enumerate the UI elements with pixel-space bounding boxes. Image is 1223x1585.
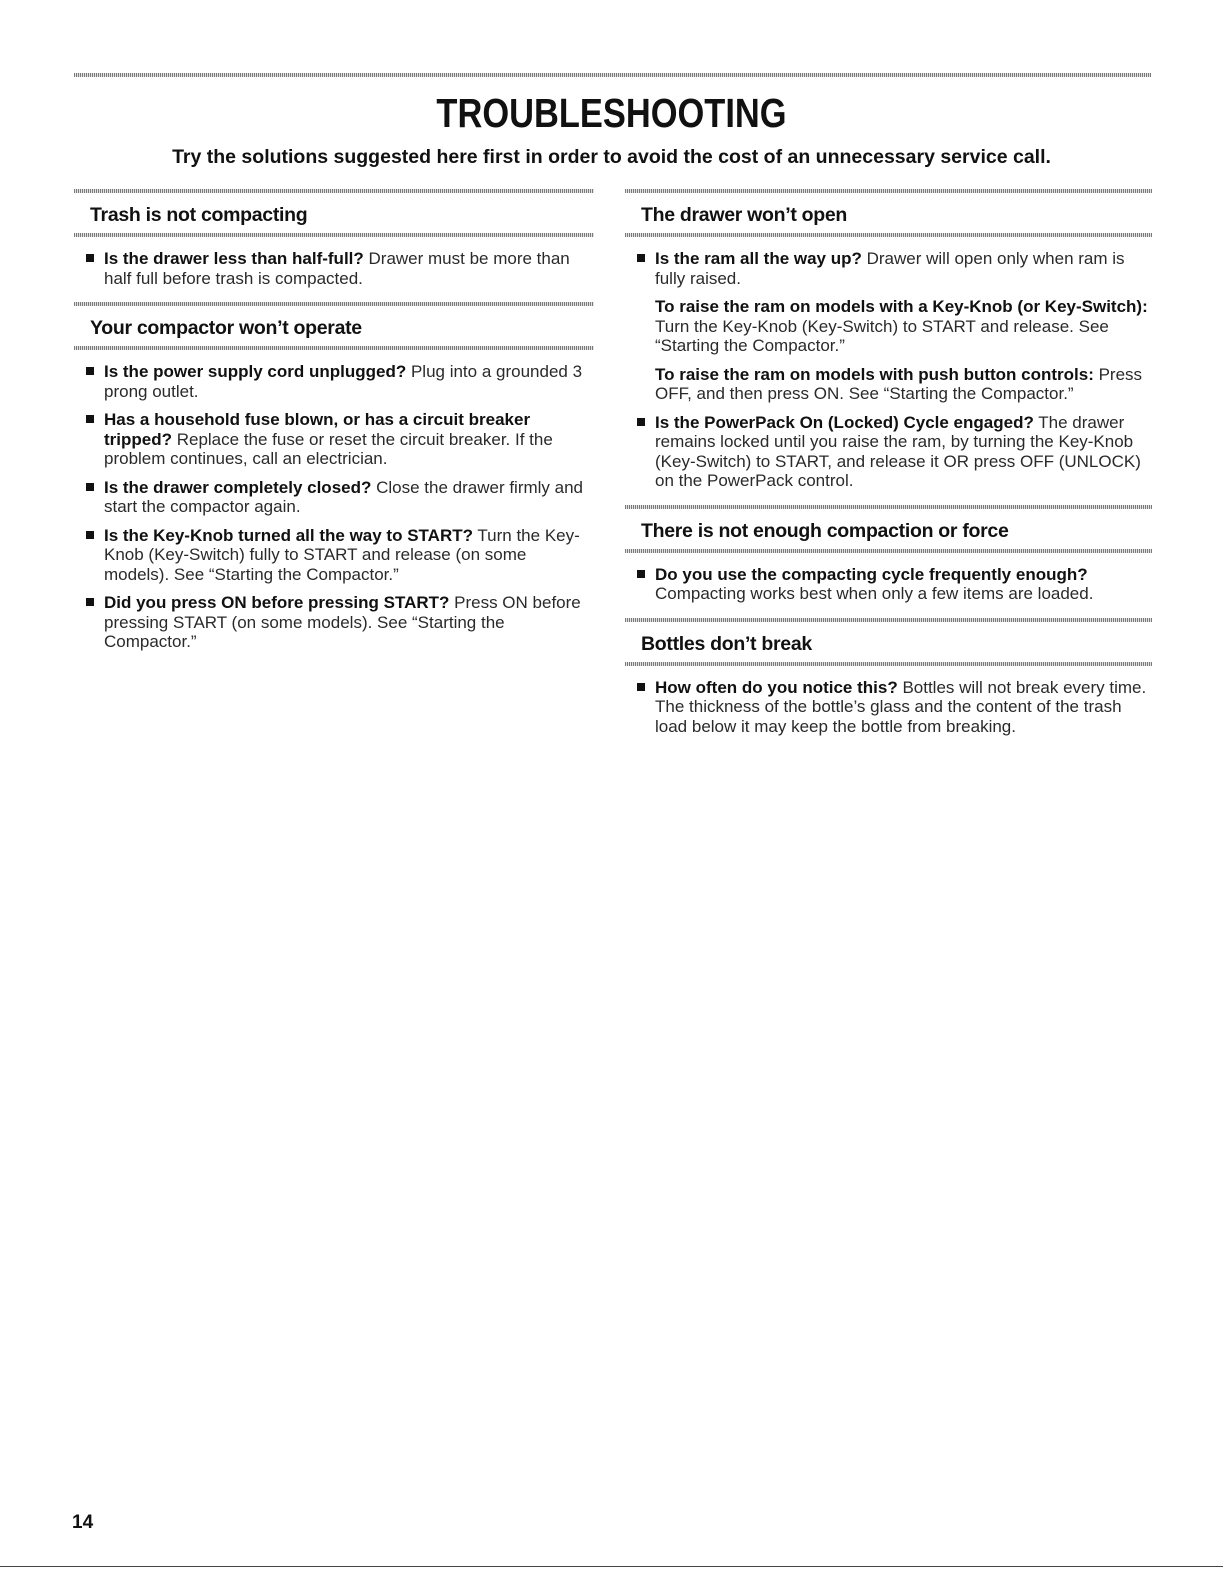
item-list (625, 678, 1152, 737)
list-item (74, 249, 594, 288)
section-header (625, 189, 1152, 237)
square-bullet-icon (86, 531, 94, 539)
sub-paragraph (625, 365, 1152, 404)
section-header (74, 189, 594, 237)
section-rule-bottom (74, 233, 594, 237)
item-answer: Press ON before pressing START (on some models). See “Starting the Compactor.” (104, 593, 581, 651)
section-title: Trash is not compacting (90, 204, 308, 226)
list-item (74, 526, 594, 585)
item-question: How often do you notice this? (655, 677, 898, 697)
list-item (625, 565, 1152, 604)
section-rule-bottom (625, 549, 1152, 553)
item-question: Is the Key-Knob turned all the way to START? (104, 525, 473, 545)
section-rule-bottom (74, 346, 594, 350)
section-rule-bottom (625, 662, 1152, 666)
item-list (74, 249, 594, 288)
item-answer: Turn the Key-Knob (Key-Switch) fully to START and release (on some models). See “Starting the Compactor.” (104, 525, 580, 584)
section-bottles-dont-break (625, 618, 1152, 737)
list-item (74, 593, 594, 652)
square-bullet-icon (637, 254, 645, 262)
item-list (74, 362, 594, 652)
section-compactor-wont-operate (74, 302, 594, 652)
list-item (625, 678, 1152, 737)
square-bullet-icon (637, 418, 645, 426)
sub-paragraph (625, 297, 1152, 356)
section-header (625, 618, 1152, 666)
square-bullet-icon (637, 570, 645, 578)
item-answer: The drawer remains locked until you raise the ram, by turning the Key-Knob (Key-Switch) to START, and release it OR press OFF (UNLOCK) on the PowerPack control. (655, 412, 1141, 490)
section-header (625, 505, 1152, 553)
item-question: Is the drawer completely closed? (104, 477, 372, 497)
item-answer: Close the drawer firmly and start the compactor again. (104, 477, 584, 516)
square-bullet-icon (86, 415, 94, 423)
item-question: Is the ram all the way up? (655, 249, 862, 268)
item-list (625, 565, 1152, 604)
square-bullet-icon (86, 367, 94, 375)
item-answer: Drawer will open only when ram is fully raised. (655, 249, 1125, 288)
list-item (74, 362, 594, 401)
item-question: Is the drawer less than half-full? (104, 249, 364, 268)
right-column (625, 189, 1152, 750)
item-answer: Compacting works best when only a few items are loaded. (655, 584, 1094, 603)
item-answer: Bottles will not break every time. The thickness of the bottle’s glass and the content of the trash load below it may keep the bottle from breaking. (655, 677, 1147, 736)
page-title: TROUBLESHOOTING (436, 90, 787, 136)
section-title: Your compactor won’t operate (90, 317, 362, 339)
item-question: Did you press ON before pressing START? (104, 593, 450, 612)
section-title: Bottles don’t break (641, 632, 812, 655)
section-drawer-wont-open (625, 189, 1152, 491)
page-number: 14 (72, 1512, 94, 1533)
left-column (74, 189, 594, 666)
list-item (625, 249, 1152, 288)
square-bullet-icon (86, 598, 94, 606)
list-item (74, 478, 594, 517)
section-rule-bottom (625, 233, 1152, 237)
square-bullet-icon (86, 254, 94, 262)
sub-heading: To raise the ram on models with push button controls: (655, 364, 1094, 384)
square-bullet-icon (86, 483, 94, 491)
bottom-rule (0, 1566, 1223, 1567)
square-bullet-icon (637, 683, 645, 691)
sub-heading: To raise the ram on models with a Key-Knob (or Key-Switch): (655, 297, 1148, 316)
item-answer: Plug into a grounded 3 prong outlet. (104, 362, 583, 401)
page-subtitle: Try the solutions suggested here first in order to avoid the cost of an unnecessary service call. (172, 146, 1051, 168)
list-item (74, 410, 594, 469)
item-question: Is the PowerPack On (Locked) Cycle engaged? (655, 412, 1034, 432)
item-list (625, 249, 1152, 491)
section-title: The drawer won’t open (641, 204, 848, 226)
list-item (625, 413, 1152, 491)
item-question: Is the power supply cord unplugged? (104, 362, 407, 381)
section-title: There is not enough compaction or force (641, 519, 1009, 542)
item-question: Do you use the compacting cycle frequently enough? (655, 564, 1088, 584)
sub-text: Press OFF, and then press ON. See “Starting the Compactor.” (655, 364, 1143, 403)
section-header (74, 302, 594, 350)
section-trash-not-compacting (74, 189, 594, 288)
item-answer: Drawer must be more than half full before trash is compacted. (104, 249, 570, 288)
item-answer: Replace the fuse or reset the circuit breaker. If the problem continues, call an electrician. (104, 429, 553, 468)
item-question: Has a household fuse blown, or has a circuit breaker tripped? (104, 410, 531, 449)
sub-text: Turn the Key-Knob (Key-Switch) to START and release. See “Starting the Compactor.” (655, 316, 1109, 355)
section-not-enough-compaction (625, 505, 1152, 604)
top-rule (74, 73, 1151, 77)
